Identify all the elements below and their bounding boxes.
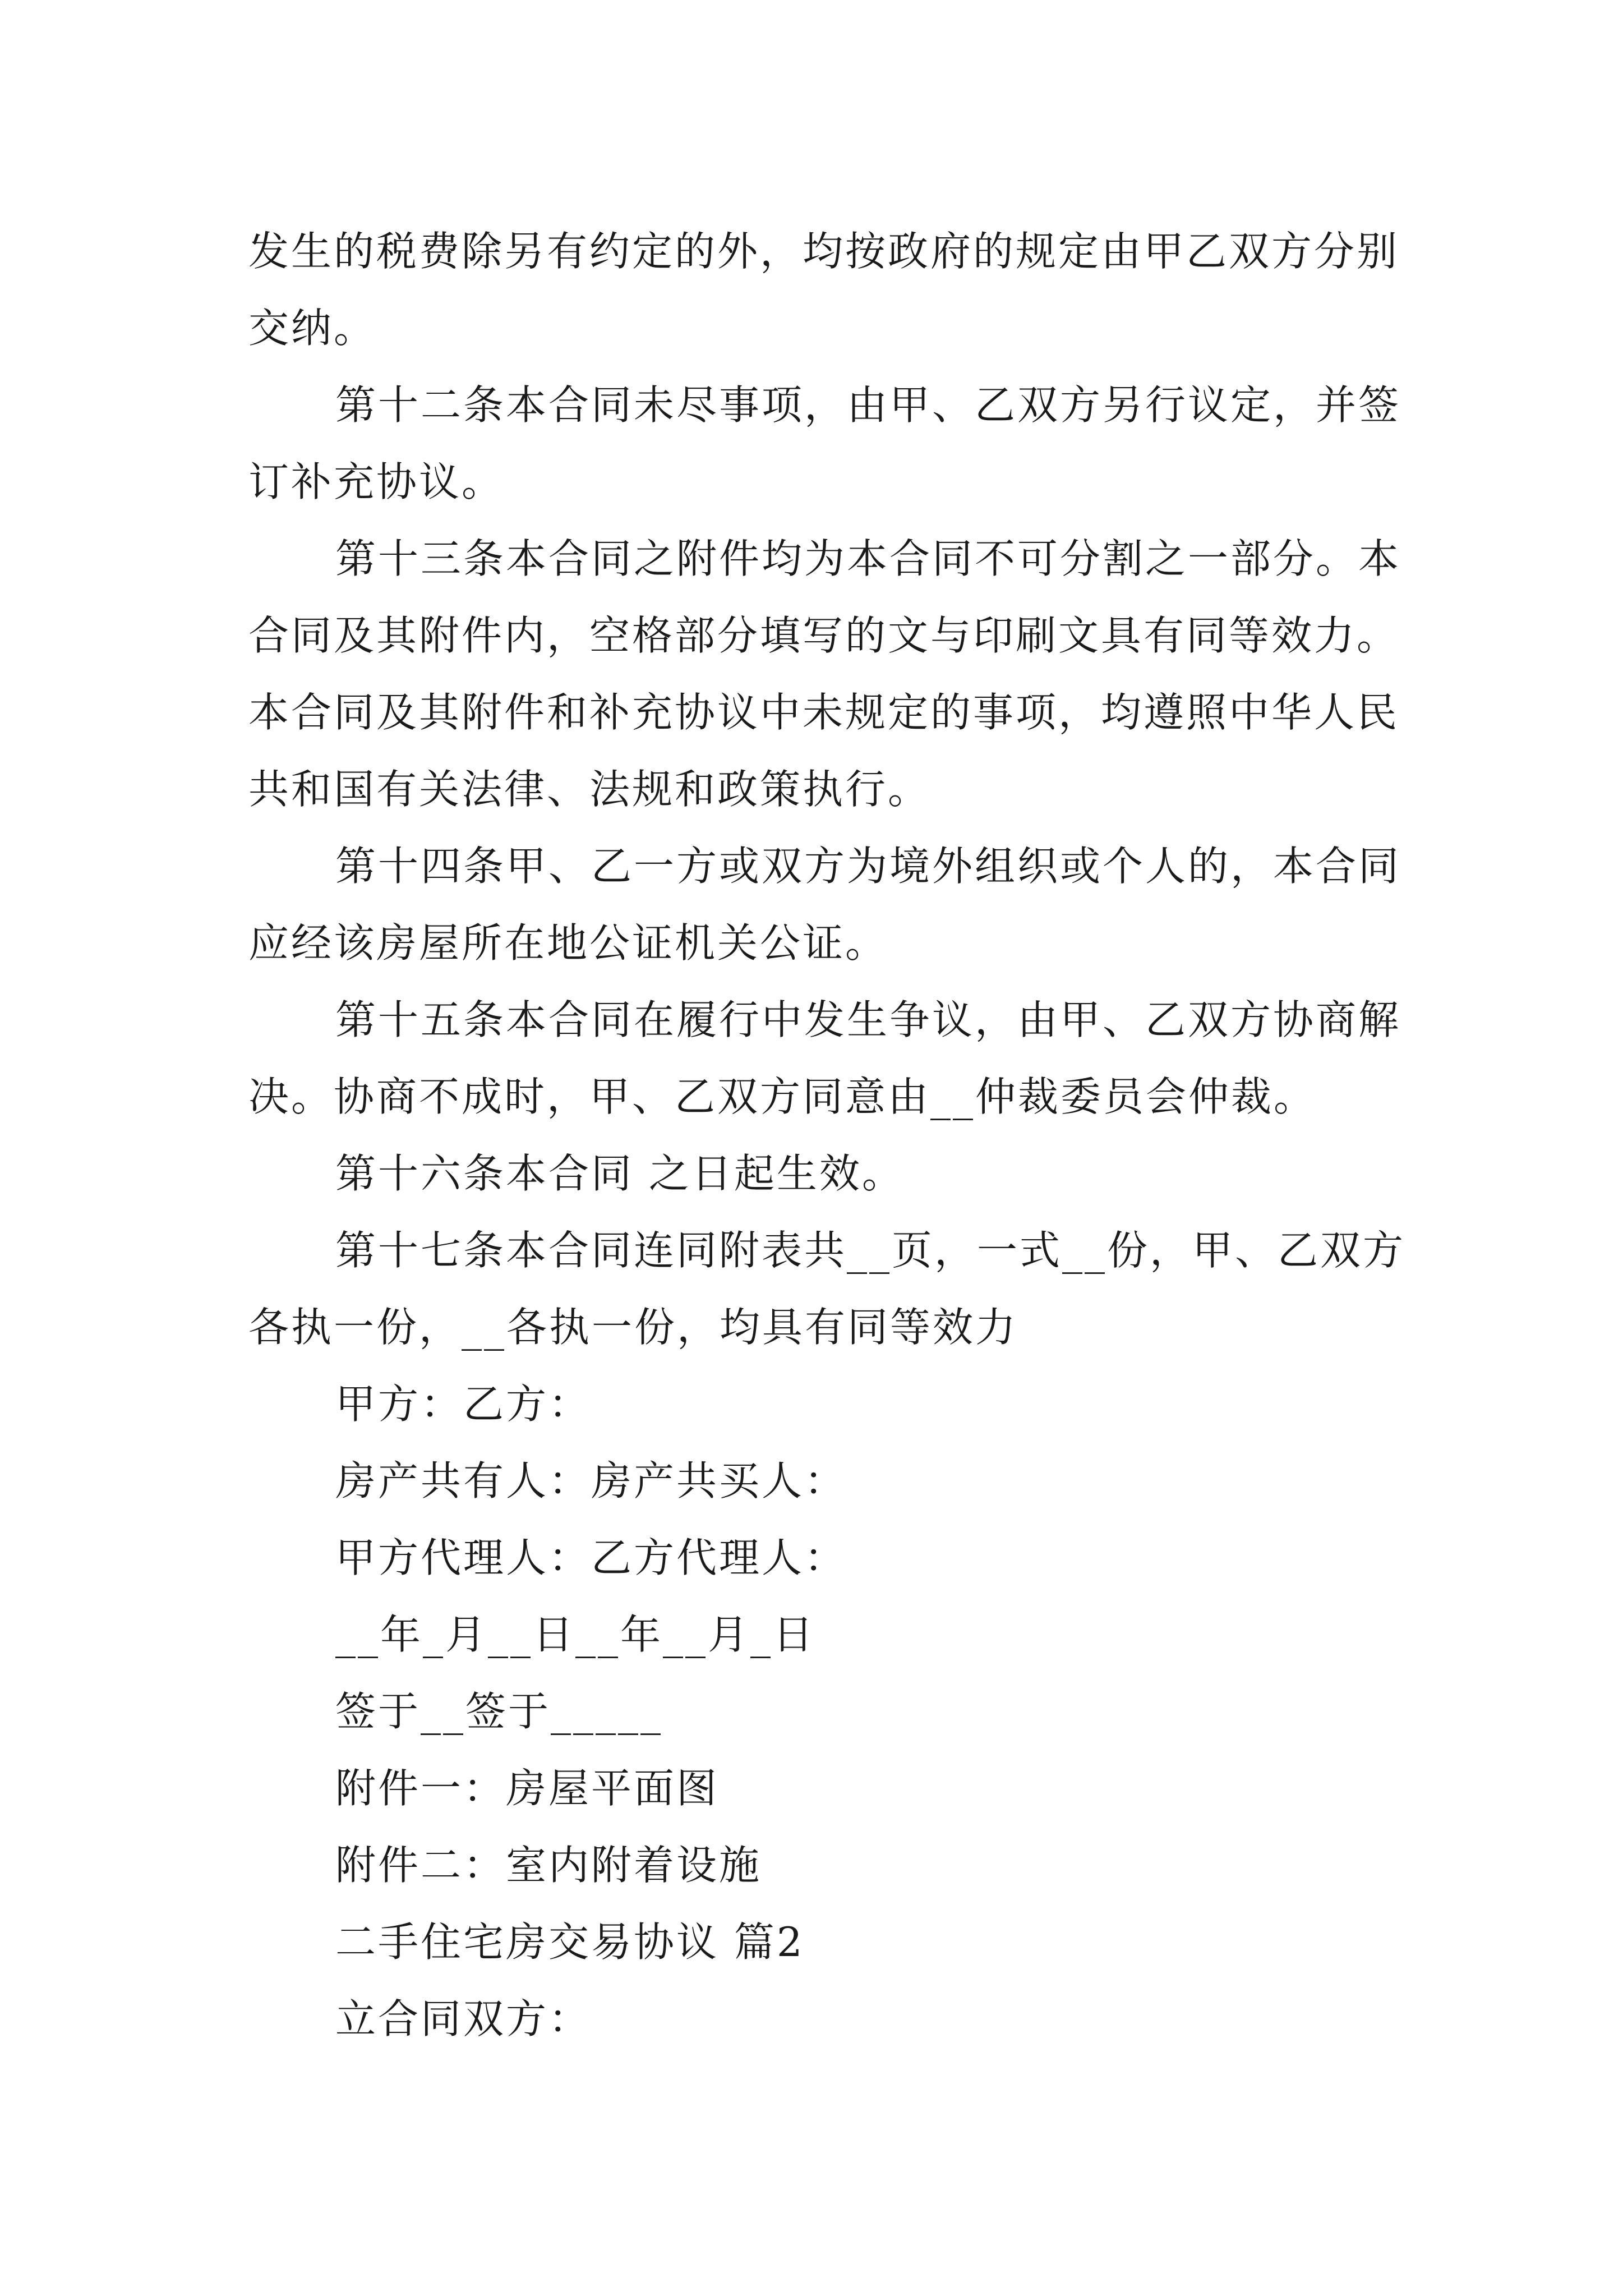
paragraph-article-13: 第十三条本合同之附件均为本合同不可分割之一部分。本合同及其附件内，空格部分填写的文与印刷文具有同等效力。本合同及其附件和补充协议中未规定的事项，均遵照中华人民共和国有关法律、法规和政策执行。 [248, 535, 1401, 813]
document-body [248, 213, 1415, 2058]
signature-locations: 签于__签于_____ [335, 1688, 663, 1735]
paragraph-article-14: 第十四条甲、乙一方或双方为境外组织或个人的，本合同应经该房屋所在地公证机关公证。 [248, 843, 1401, 967]
paragraph-article-15: 第十五条本合同在履行中发生争议，由甲、乙双方协商解决。协商不成时，甲、乙双方同意由__仲裁委员会仲裁。 [248, 996, 1401, 1120]
signature-co-owners: 房产共有人：房产共买人： [335, 1457, 847, 1504]
paragraph-article-17: 第十七条本合同连同附表共__页，一式__份，甲、乙双方各执一份，__各执一份，均具有同等效力 [248, 1227, 1406, 1351]
signature-agents: 甲方代理人：乙方代理人： [335, 1534, 847, 1581]
paragraph-tax-continuation: 发生的税费除另有约定的外，均按政府的规定由甲乙双方分别交纳。 [248, 228, 1400, 352]
attachment-two: 附件二：室内附着设施 [335, 1842, 762, 1889]
paragraph-article-16: 第十六条本合同 之日起生效。 [335, 1150, 905, 1197]
signature-dates: __年_月__日__年__月_日 [335, 1611, 816, 1658]
section-heading: 二手住宅房交易协议 篇2 [335, 1918, 805, 1966]
contract-parties-heading: 立合同双方： [335, 1995, 592, 2042]
signature-parties: 甲方：乙方： [335, 1381, 592, 1428]
attachment-one: 附件一：房屋平面图 [335, 1765, 720, 1812]
paragraph-article-12: 第十二条本合同未尽事项，由甲、乙双方另行议定，并签订补充协议。 [248, 381, 1401, 505]
